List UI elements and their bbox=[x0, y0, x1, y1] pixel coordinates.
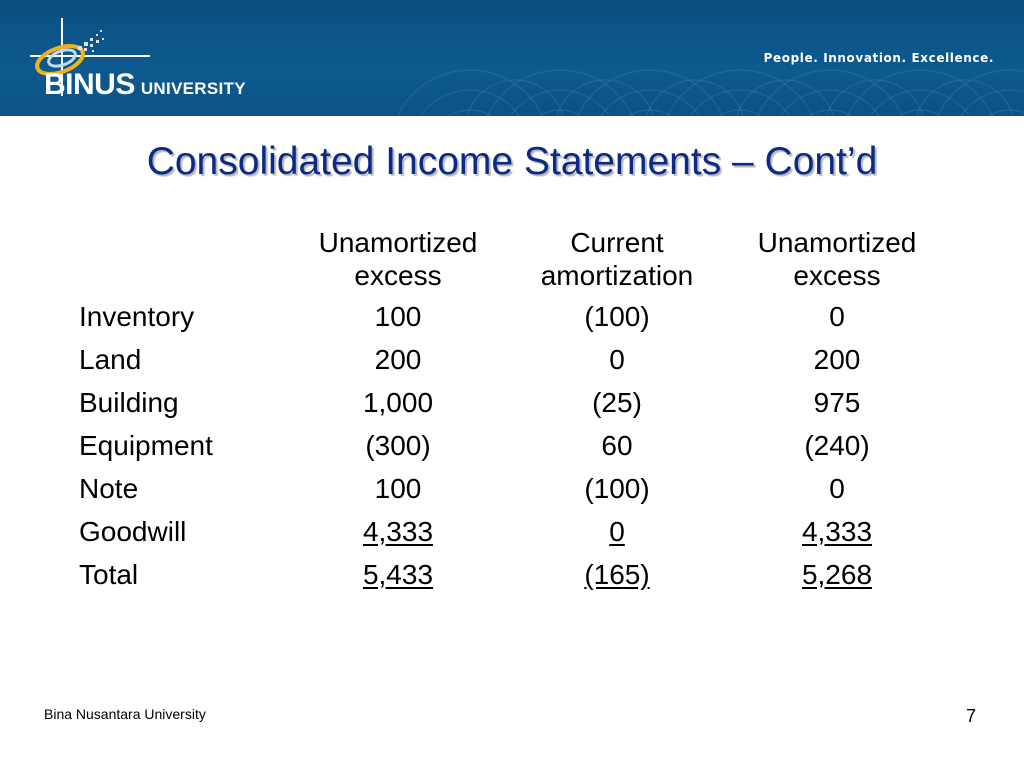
tagline: People. Innovation. Excellence. bbox=[763, 51, 994, 65]
underlined-value: (165) bbox=[584, 559, 650, 590]
row-label: Goodwill bbox=[79, 516, 187, 547]
table-row-note bbox=[0, 473, 1024, 513]
table-cell: 1,000 bbox=[362, 387, 434, 418]
table-cell bbox=[517, 516, 717, 548]
table-cell: (300) bbox=[365, 430, 431, 461]
column-header-3 bbox=[717, 226, 957, 292]
row-label: Note bbox=[79, 473, 139, 504]
table-cell: 200 bbox=[374, 344, 422, 375]
table-cell bbox=[737, 516, 937, 548]
table-cell: 100 bbox=[374, 301, 422, 332]
row-label: Building bbox=[79, 387, 179, 418]
column-header-2 bbox=[497, 226, 737, 292]
logo-wordmark bbox=[44, 68, 246, 102]
table-row-inventory bbox=[0, 301, 1024, 341]
table-cell: (25) bbox=[592, 387, 642, 418]
logo-binus-text: BINUS bbox=[44, 68, 135, 101]
underlined-value: 5,433 bbox=[362, 559, 434, 590]
table-cell: 975 bbox=[813, 387, 861, 418]
table-cell: (240) bbox=[804, 430, 870, 461]
table-cell: (100) bbox=[584, 301, 650, 332]
header-band bbox=[0, 0, 1024, 116]
row-label: Equipment bbox=[79, 430, 213, 461]
table-cell: 60 bbox=[601, 430, 633, 461]
underlined-value: 4,333 bbox=[801, 516, 873, 547]
table-cell: 0 bbox=[829, 473, 845, 504]
underlined-value: 4,333 bbox=[362, 516, 434, 547]
row-label: Inventory bbox=[79, 301, 195, 332]
table-cell: 0 bbox=[829, 301, 845, 332]
table-row-equipment bbox=[0, 430, 1024, 470]
table-row-goodwill bbox=[0, 516, 1024, 556]
table-cell: 200 bbox=[813, 344, 861, 375]
table-cell bbox=[737, 559, 937, 591]
table-cell bbox=[298, 559, 498, 591]
page-number: 7 bbox=[965, 706, 976, 726]
column-header-line: Current bbox=[570, 227, 664, 258]
column-header-line: excess bbox=[354, 260, 442, 291]
table-cell: 0 bbox=[609, 344, 625, 375]
underlined-value: 0 bbox=[609, 516, 625, 547]
logo-university-text: UNIVERSITY bbox=[140, 79, 246, 98]
row-label: Land bbox=[79, 344, 142, 375]
table-cell bbox=[298, 516, 498, 548]
table-row-building bbox=[0, 387, 1024, 427]
table-row-total bbox=[0, 559, 1024, 599]
column-header-line: Unamortized bbox=[757, 227, 917, 258]
table-cell bbox=[517, 559, 717, 591]
column-header-line: amortization bbox=[540, 260, 694, 291]
footer-institution: Bina Nusantara University bbox=[44, 706, 206, 722]
slide-title: Consolidated Income Statements – Cont’d bbox=[146, 140, 878, 183]
table-cell: 100 bbox=[374, 473, 422, 504]
column-header-line: excess bbox=[793, 260, 881, 291]
underlined-value: 5,268 bbox=[801, 559, 873, 590]
table-cell: (100) bbox=[584, 473, 650, 504]
row-label: Total bbox=[79, 559, 139, 590]
column-header-1 bbox=[278, 226, 518, 292]
table-row-land bbox=[0, 344, 1024, 384]
column-header-line: Unamortized bbox=[318, 227, 478, 258]
